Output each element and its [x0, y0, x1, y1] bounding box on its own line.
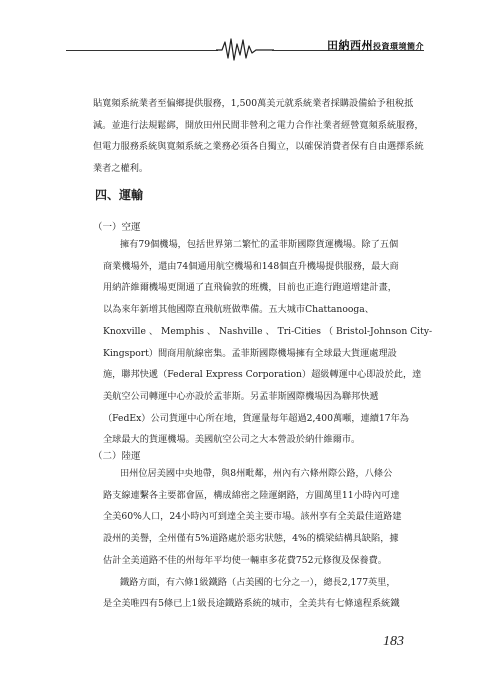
- text-line: 估計全美道路不佳的州每年平均使一輛車多花費752元修復及保養費。: [103, 554, 387, 566]
- text-line: 設州的美譽，全州僅有5%道路處於惡劣狀態，4%的橋梁結構具缺陷，據: [103, 533, 399, 545]
- text-line: 減。並進行法規鬆綁，開放田州民間非營利之電力合作社業者經營寬頻系統服務，: [93, 119, 424, 131]
- text-line: 擁有79個機場，包括世界第二繁忙的孟菲斯國際貨運機場。除了五個: [120, 239, 399, 250]
- page-number: 183: [383, 634, 404, 649]
- text-line: 全球最大的貨運機場。美國航空公司之大本營設於納什維爾市。: [103, 434, 361, 446]
- text-line: 田州位居美國中央地帶，與8州毗鄰，州內有六條州際公路，八條公: [120, 468, 393, 479]
- text-line: 美航空公司轉運中心亦設於孟菲斯。另孟菲斯國際機場因為聯邦快遞: [103, 390, 379, 402]
- intro-paragraph: [93, 93, 424, 180]
- text-line: 是全美唯四有5條已上1級長途鐵路系統的城市，全美共有七條遠程系統鐵: [103, 598, 400, 610]
- text-line: Kingsport）間商用航線密集。孟菲斯國際機場擁有全球最大貨運處理設: [103, 347, 397, 359]
- land-heading: （二）陸運: [93, 451, 141, 462]
- section-heading: 四、運輸: [95, 188, 144, 202]
- header-title-sub: 投資環境簡介: [373, 42, 424, 51]
- text-line: 貼寬頻系統業者至偏鄉提供服務，1,500萬美元就系統業者採購設備給予租稅抵: [93, 98, 414, 109]
- text-line: 全美60%人口，24小時內可到達全美主要市場。該州享有全美最佳道路建: [103, 511, 402, 523]
- air-heading: （一）空運: [93, 222, 141, 233]
- header-title-main: 田納西州: [327, 39, 373, 52]
- header-title: [327, 37, 424, 53]
- text-line: 施，聯邦快遞（Federal Express Corporation）超級轉運中心即設於此，達: [103, 369, 422, 381]
- header-rule-left: [66, 50, 218, 51]
- text-line: 路支線連繫各主要都會區，構成綿密之陸運網路，方圓萬里11小時內可達: [103, 489, 400, 501]
- text-line: 但電力服務系統與寬頻系統之業務必須各自獨立，以確保消費者保有自由選擇系統: [93, 141, 424, 153]
- page-header: [66, 30, 424, 62]
- text-line: 業者之權利。: [93, 163, 149, 175]
- heartbeat-wave-icon: [216, 36, 274, 62]
- text-line: （FedEx）公司貨運中心所在地，貨運量每年超過2,400萬噸，連續17年為: [103, 412, 409, 424]
- text-line: 以為來年新增其他國際直飛航班做準備。五大城市Chattanooga、: [103, 304, 374, 316]
- air-paragraph: [103, 234, 433, 451]
- text-line: 用納許維爾機場更開通了直飛倫敦的班機，目前也正進行跑道增建計畫，: [103, 282, 397, 294]
- text-line: 鐵路方面，有六條1級鐵路（占美國的七分之一），總長2,177英里，: [120, 576, 396, 588]
- land-paragraph: [103, 463, 402, 615]
- text-line: 商業機場外，還由74個通用航空機場和148個直升機場提供服務，最大商: [103, 260, 399, 272]
- text-line: Knoxville 、 Memphis 、 Nashville 、 Tri-Cities （ Bristol-Johnson City-: [103, 325, 433, 337]
